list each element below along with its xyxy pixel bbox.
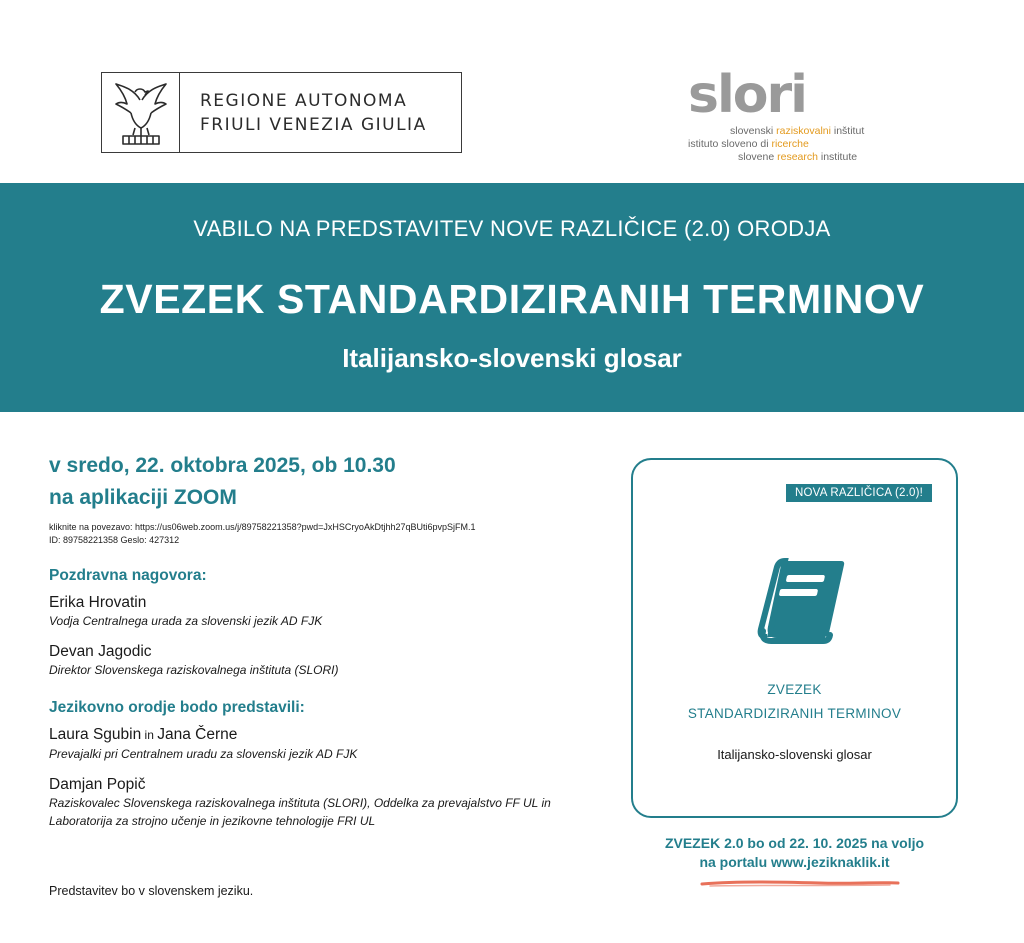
presenter-1 [49, 725, 609, 763]
person-role-line1: Raziskovalec Slovenskega raziskovalnega inštituta (SLORI), Oddelka za prevajalstvo FF UL in [49, 796, 551, 810]
banner-title: ZVEZEK STANDARDIZIRANIH TERMINOV [99, 276, 925, 322]
card-subtitle: Italijansko-slovenski glosar [717, 747, 872, 762]
slori-logo [688, 68, 888, 168]
presenters-heading: Jezikovno orodje bodo predstavili: [49, 699, 305, 716]
title-banner [0, 183, 1024, 412]
event-details [49, 450, 609, 830]
greeting-person-2 [49, 642, 609, 679]
person-role: Direktor Slovenskega raziskovalnega inštituta (SLORI) [49, 663, 339, 677]
language-note: Predstavitev bo v slovenskem jeziku. [49, 884, 254, 898]
slori-wordmark-graphic [688, 68, 818, 124]
fvg-region-logo [101, 72, 462, 153]
banner-kicker: VABILO NA PREDSTAVITEV NOVE RAZLIČICE (2.0) ORODJA [193, 216, 831, 241]
fvg-logo-line1: REGIONE AUTONOMA [200, 90, 408, 111]
card-title-line1: ZVEZEK [767, 682, 822, 697]
zoom-link[interactable]: kliknite na povezavo: https://us06web.zoom.us/j/89758221358?pwd=JxHSCryoAkDtjhh27qBUti6pvpSjFM.1 [49, 522, 476, 532]
person-role-line2: Laboratorija za strojno učenje in jezikovne tehnologije FRI UL [49, 814, 376, 828]
slori-tagline-3: slovene research institute [738, 151, 858, 163]
fvg-logo-line2: FRIULI VENEZIA GIULIA [200, 114, 427, 135]
person-name: Erika Hrovatin [49, 594, 147, 611]
availability-line2[interactable]: na portalu www.jeziknaklik.it [699, 854, 890, 870]
brush-underline [700, 876, 900, 890]
person-name: Devan Jagodic [49, 643, 152, 660]
greeting-person-1 [49, 593, 609, 630]
greetings-heading: Pozdravna nagovora: [49, 567, 207, 584]
presenter-2 [49, 775, 609, 830]
card-title-line2: STANDARDIZIRANIH TERMINOV [687, 706, 902, 721]
eagle-icon [102, 73, 180, 152]
event-date: v sredo, 22. oktobra 2025, ob 10.30 [49, 454, 396, 477]
availability-note [631, 834, 958, 872]
slori-tagline-1: slovenski raziskovalni inštitut [730, 125, 865, 137]
person-name: Damjan Popič [49, 776, 146, 793]
slori-wordmark: slori [688, 68, 806, 124]
zoom-id: ID: 89758221358 Geslo: 427312 [49, 535, 180, 545]
banner-subtitle: Italijansko-slovenski glosar [342, 343, 682, 373]
person-role: Prevajalki pri Centralnem uradu za slovenski jezik AD FJK [49, 747, 358, 761]
person-role: Vodja Centralnega urada za slovenski jezik AD FJK [49, 614, 323, 628]
availability-line1: ZVEZEK 2.0 bo od 22. 10. 2025 na voljo [664, 835, 925, 851]
book-icon [757, 557, 849, 652]
event-platform: na aplikaciji ZOOM [49, 486, 237, 509]
person-name: Laura Sgubin in Jana Černe [49, 726, 238, 743]
product-card [631, 458, 958, 818]
slori-tagline-2: istituto sloveno di ricerche [688, 138, 809, 150]
new-version-badge: NOVA RAZLIČICA (2.0)! [786, 484, 932, 502]
